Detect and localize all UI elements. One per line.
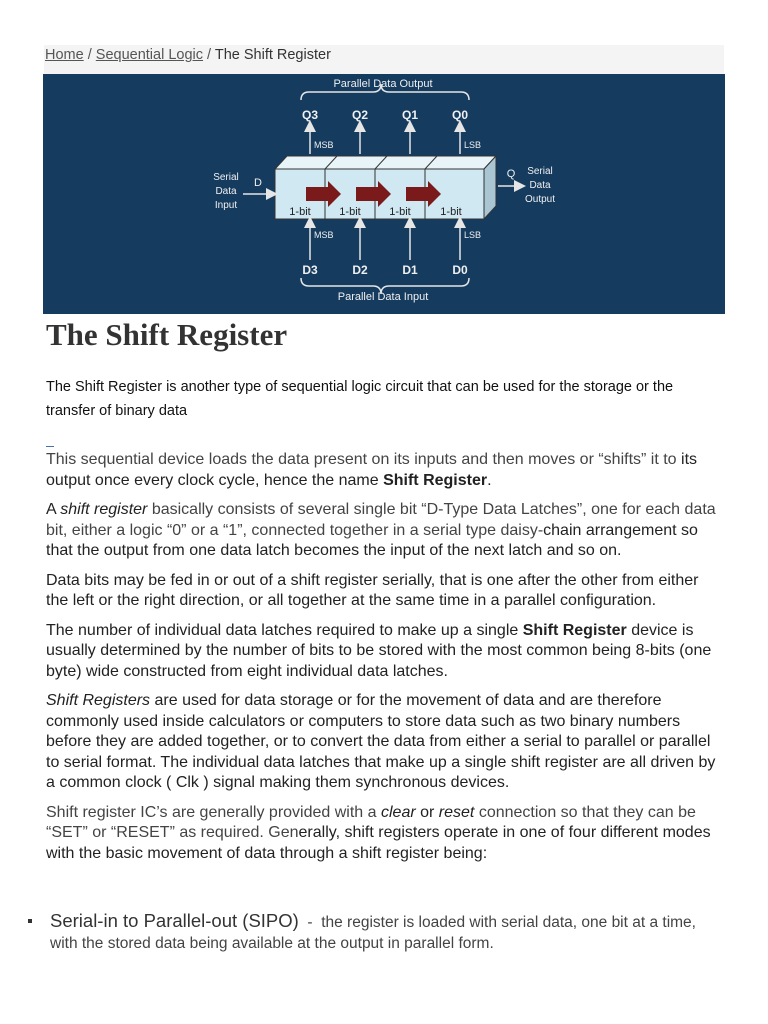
input-label-d3: D3 xyxy=(302,263,318,277)
msb-input-label: MSB xyxy=(314,230,334,240)
serial-input-label: Data xyxy=(215,186,237,197)
text-run: Shift register IC’s are generally provided with a xyxy=(46,803,381,821)
breadcrumb-section-link[interactable]: Sequential Logic xyxy=(95,47,204,63)
bold-term: Shift Register xyxy=(522,621,627,639)
serial-input-label: Serial xyxy=(213,172,239,183)
breadcrumb-separator: / xyxy=(203,47,215,63)
output-label-q1: Q1 xyxy=(401,108,419,122)
output-label-q3: Q3 xyxy=(301,108,319,122)
text-run: erally, shift registers operate in one of four different modes with the basic movement of data through a shift register being: xyxy=(46,824,711,862)
breadcrumb-separator: / xyxy=(83,47,96,63)
list-item-description: the register is loaded with serial data, one bit at a time, with the stored data being available at the output in parallel form. xyxy=(50,914,696,952)
text-run: are used for data storage or for the movement of data and are therefore commonly used inside calculators or computers to store data such as two binary numbers before they are added together, or to convert the data from either a serial to parallel or parallel to serial format. The individual data latches that make up a single shift register are all driven by a common clock ( Clk ) signal making them synchronous devices. xyxy=(46,692,716,791)
list-item-title: Serial-in to Parallel-out (SIPO) xyxy=(50,910,299,931)
text-run: device is usually determined by the number of bits to be stored with the most common being 8-bits (one byte) wide constructed from eight individual data latches. xyxy=(46,621,712,680)
output-label-q0: Q0 xyxy=(451,108,469,122)
cell-label: 1-bit xyxy=(289,206,311,218)
breadcrumb-current: The Shift Register xyxy=(214,47,331,63)
list-item-text xyxy=(50,910,710,954)
bullet-icon xyxy=(28,919,32,923)
italic-term: Shift Registers xyxy=(46,692,151,709)
list-item-dash: - xyxy=(298,914,322,931)
lsb-output-label: LSB xyxy=(464,140,482,150)
cell-label: 1-bit xyxy=(440,206,462,218)
shift-register-diagram xyxy=(43,74,725,314)
cell-label: 1-bit xyxy=(339,206,361,218)
serial-output-label: Serial xyxy=(527,166,553,177)
intro-text: The Shift Register is another type of sequential logic circuit that can be used for the storage or the transfer of binary data xyxy=(46,379,674,419)
breadcrumb xyxy=(44,45,724,74)
lsb-input-label: LSB xyxy=(464,230,482,240)
parallel-input-label: Parallel Data Input xyxy=(337,291,429,303)
paragraph xyxy=(46,691,722,794)
italic-term: reset xyxy=(438,803,475,821)
serial-output-label: Output xyxy=(524,194,556,205)
italic-term: shift register xyxy=(60,501,148,518)
input-label-d2: D2 xyxy=(352,263,368,277)
text-run: chain arrangement so that the output from one data latch becomes the input of the next latch and so on. xyxy=(46,521,698,559)
input-label-d1: D1 xyxy=(402,263,418,277)
paragraph: Data bits may be fed in or out of a shift register serially, that is one after the other from either the left or the right direction, or all together at the same time in a parallel configuration. xyxy=(46,571,699,609)
italic-term: clear xyxy=(380,803,416,821)
input-label-d0: D0 xyxy=(452,263,468,277)
text-run: basically consists of several single bit “D-Type Data Latches”, one for each data bit, either a logic “0” or a “1”, connected together in a serial type daisy- xyxy=(46,501,716,539)
text-run: . xyxy=(487,471,492,489)
paragraph xyxy=(46,500,722,562)
serial-input-pin: D xyxy=(254,177,262,189)
page-title: The Shift Register xyxy=(46,317,288,352)
paragraph xyxy=(46,621,722,683)
serial-output-label: Data xyxy=(529,180,551,191)
serial-input-label: Input xyxy=(214,200,238,211)
paragraph xyxy=(46,450,722,491)
output-label-q2: Q2 xyxy=(351,108,369,122)
text-run: A xyxy=(46,501,61,518)
msb-output-label: MSB xyxy=(314,140,334,150)
text-run: or xyxy=(415,803,439,821)
anchor-link[interactable] xyxy=(46,446,54,447)
article-body xyxy=(46,450,722,873)
cell-label: 1-bit xyxy=(389,206,411,218)
text-run: The number of individual data latches required to make up a single xyxy=(46,621,523,639)
text-run: This sequential device loads the data present on its inputs and then moves or “shifts” it to xyxy=(46,451,677,468)
bold-term: Shift Register xyxy=(383,471,488,489)
parallel-output-label: Parallel Data Output xyxy=(333,78,433,90)
serial-output-pin: Q xyxy=(506,168,516,180)
breadcrumb-home-link[interactable]: Home xyxy=(45,47,84,63)
paragraph xyxy=(46,803,722,865)
text-run: connection so that they can be “SET” or “RESET” as required. Gen xyxy=(46,803,696,841)
text-run: its output once every clock cycle, hence the name xyxy=(46,451,698,489)
